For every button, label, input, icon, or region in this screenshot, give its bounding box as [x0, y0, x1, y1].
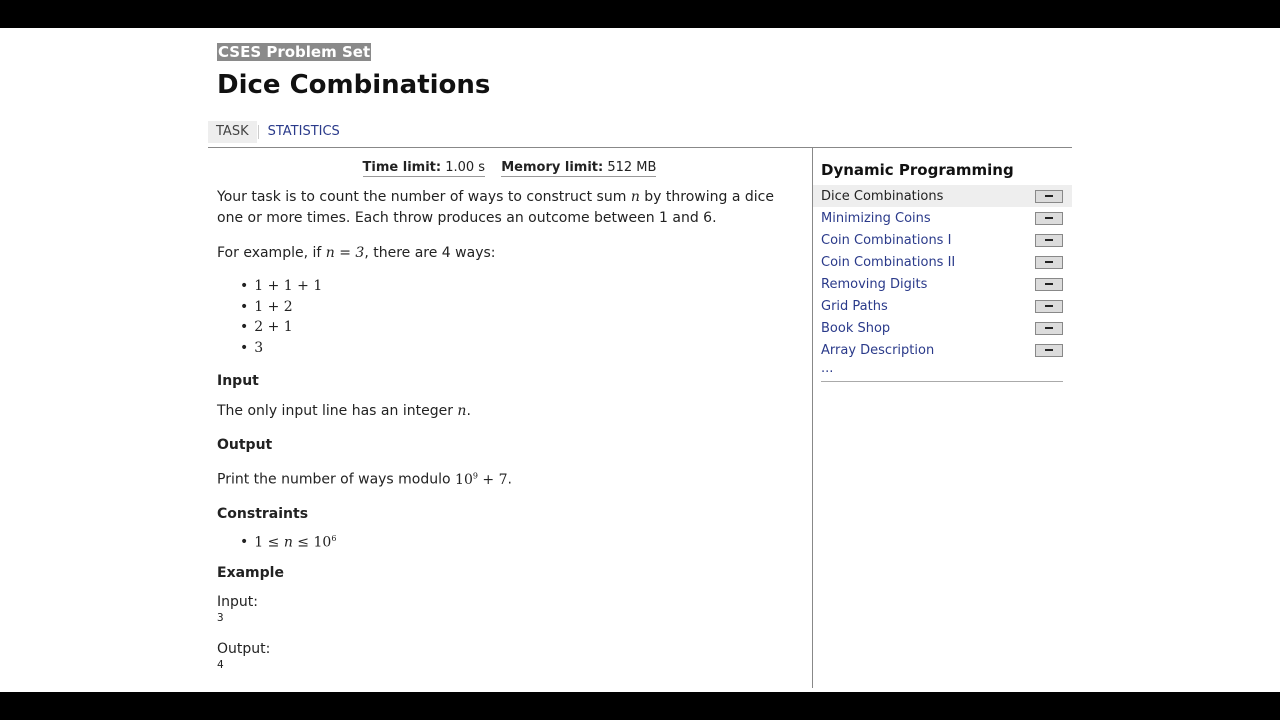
dash-icon [1045, 261, 1053, 263]
status-icon [1035, 322, 1063, 335]
memory-limit-label: Memory limit: [501, 160, 604, 175]
sidebar [813, 148, 1072, 382]
sidebar-item-minimizing-coins[interactable] [813, 207, 1072, 229]
sidebar-item-label: Grid Paths [821, 298, 888, 314]
status-icon [1035, 234, 1063, 247]
sidebar-item-coin-combinations-1[interactable] [813, 229, 1072, 251]
example-input-label: Input: [217, 594, 258, 611]
statement-paragraph [217, 187, 802, 229]
statement-text: . [466, 403, 471, 419]
sidebar-item-label: Coin Combinations II [821, 254, 956, 270]
sidebar-divider-line [821, 381, 1063, 382]
list-item: • 1 + 1 + 1 [240, 276, 802, 297]
sidebar-item-label: Minimizing Coins [821, 210, 931, 226]
sidebar-item-dice-combinations[interactable] [813, 185, 1072, 207]
status-icon [1035, 256, 1063, 269]
sidebar-item-removing-digits[interactable] [813, 273, 1072, 295]
page-title: Dice Combinations [217, 70, 491, 100]
status-icon [1035, 212, 1063, 225]
math-expr [455, 472, 507, 488]
dash-icon [1045, 239, 1053, 241]
example-output-value: 4 [217, 658, 224, 672]
dash-icon [1045, 283, 1053, 285]
statement-text: Your task is to count the number of ways to construct sum [217, 189, 631, 205]
dash-icon [1045, 217, 1053, 219]
math-text: 1 ≤ [254, 534, 284, 551]
sidebar-item-label: Book Shop [821, 320, 891, 336]
limits-bar [217, 160, 802, 177]
memory-limit [501, 160, 656, 177]
statement-text: , there are 4 ways: [364, 245, 496, 261]
statement-text: Print the number of ways modulo [217, 471, 456, 488]
time-limit-value: 1.00 s [445, 160, 486, 175]
example-input-value: 3 [217, 611, 224, 625]
sidebar-item-book-shop[interactable] [813, 317, 1072, 339]
top-black-bar [0, 0, 1280, 28]
math-var: n [630, 189, 640, 205]
dash-icon [1045, 349, 1053, 351]
output-heading: Output [217, 437, 273, 453]
list-item: • 1 + 2 [240, 297, 802, 318]
statement-text: For example, if [217, 245, 326, 261]
sidebar-task-list [813, 185, 1072, 361]
example-heading: Example [217, 565, 284, 582]
input-text [217, 401, 802, 422]
statement-text: . [507, 471, 512, 488]
sidebar-title: Dynamic Programming [821, 161, 1014, 179]
status-icon [1035, 190, 1063, 203]
sidebar-item-coin-combinations-2[interactable] [813, 251, 1072, 273]
status-icon [1035, 344, 1063, 357]
input-heading: Input [217, 373, 259, 389]
sidebar-item-array-description[interactable] [813, 339, 1072, 361]
dash-icon [1045, 327, 1053, 329]
dash-icon [1045, 305, 1053, 307]
sidebar-item-label: Array Description [821, 342, 935, 358]
memory-limit-value: 512 MB [607, 160, 657, 175]
sidebar-item-label: Dice Combinations [821, 188, 944, 204]
tab-bar [208, 121, 348, 143]
time-limit [363, 160, 486, 177]
constraints-list [217, 534, 802, 551]
list-item [240, 534, 802, 551]
statement-text: The only input line has an integer [217, 403, 458, 419]
math-base: 10 [455, 471, 473, 488]
status-icon [1035, 300, 1063, 313]
statement-text: by throwing a dice one or more times. Each throw produces an outcome between 1 and 6. [217, 189, 774, 226]
math-var: n [457, 403, 467, 419]
math-rest: + 7 [477, 471, 508, 488]
sidebar-item-label: Removing Digits [821, 276, 928, 292]
tab-divider [258, 125, 259, 139]
site-title-link[interactable]: CSES Problem Set [218, 43, 371, 61]
example-output-label: Output: [217, 641, 271, 658]
dash-icon [1045, 195, 1053, 197]
math-expr: n = 3 [325, 245, 365, 261]
example-intro [217, 243, 802, 264]
math-base: 10 [313, 534, 332, 551]
math-var: n [283, 534, 293, 551]
status-icon [1035, 278, 1063, 291]
tab-task[interactable]: TASK [208, 121, 257, 143]
sidebar-item-grid-paths[interactable] [813, 295, 1072, 317]
constraints-heading: Constraints [217, 505, 309, 522]
math-text: ≤ [292, 534, 314, 551]
list-item: • 3 [240, 338, 802, 359]
tab-statistics[interactable]: STATISTICS [267, 124, 340, 139]
math-exponent: 9 [472, 471, 478, 480]
time-limit-label: Time limit: [362, 160, 442, 175]
sidebar-more-link[interactable]: ... [821, 361, 834, 376]
ways-list [217, 276, 802, 358]
math-exponent: 6 [331, 533, 337, 543]
bottom-black-bar [0, 692, 1280, 720]
sidebar-item-label: Coin Combinations I [821, 232, 952, 248]
task-content [217, 148, 802, 672]
output-text [217, 465, 802, 491]
list-item: • 2 + 1 [240, 317, 802, 338]
